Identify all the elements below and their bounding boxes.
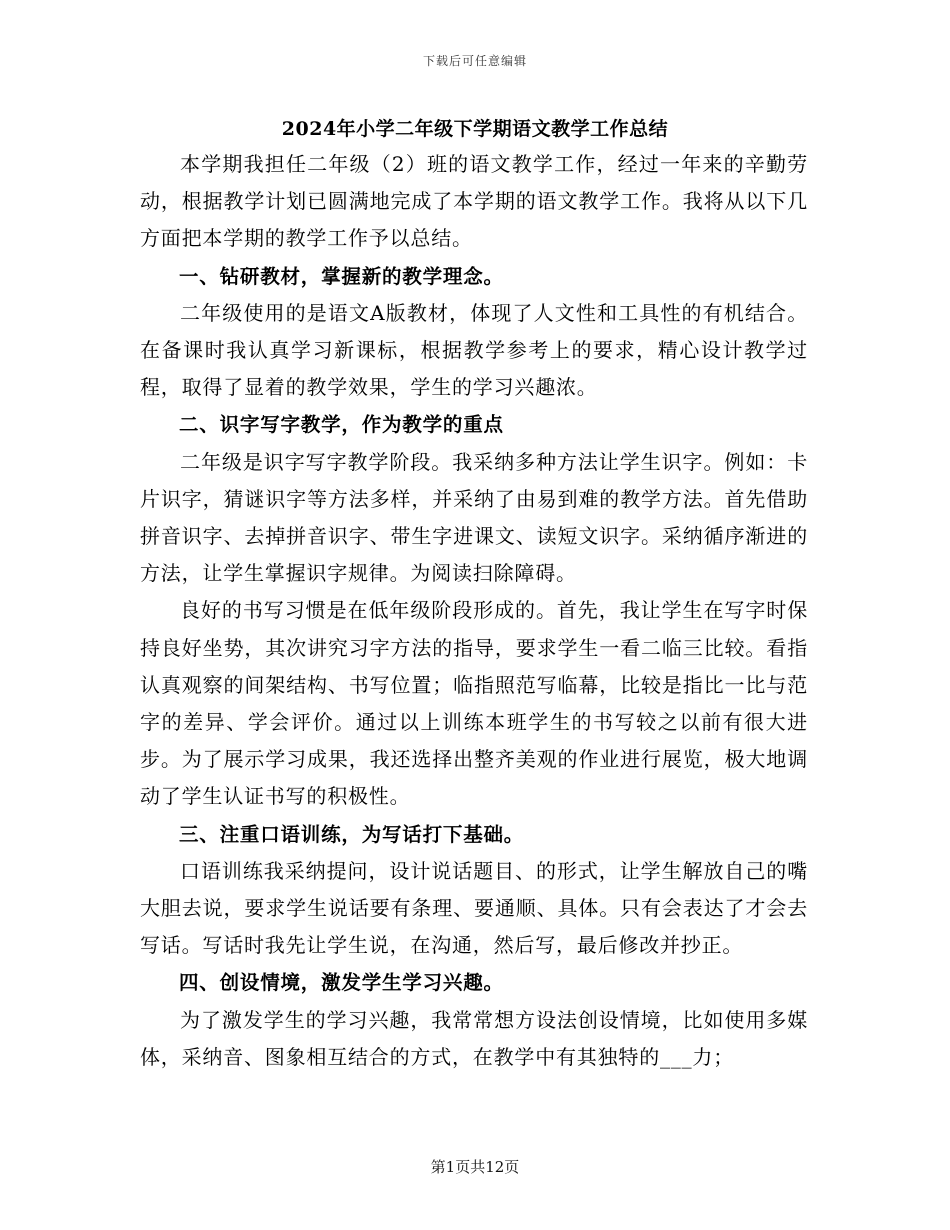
section-heading-3: 三、注重口语训练，为写话打下基础。 bbox=[179, 822, 525, 846]
section-heading-2: 二、识字写字教学，作为教学的重点 bbox=[179, 413, 504, 437]
document-title: 2024年小学二年级下学期语文教学工作总结 bbox=[281, 118, 669, 140]
document-body bbox=[140, 146, 808, 1076]
intro-paragraph: 本学期我担任二年级（2）班的语文教学工作，经过一年来的辛勤劳动，根据教学计划已圆满地完成了本学期的语文教学工作。我将从以下几方面把本学期的教学工作予以总结。 bbox=[140, 152, 808, 251]
section-2-paragraph-2: 良好的书写习惯是在低年级阶段形成的。首先，我让学生在写字时保持良好坐势，其次讲究习字方法的指导，要求学生一看二临三比较。看指认真观察的间架结构、书写位置；临指照范写临幕，比较是指比一比与范字的差异、学会评价。通过以上训练本班学生的书写较之以前有很大进步。为了展示学习成果，我还选择出整齐美观的作业进行展览，极大地调动了学生认证书写的积极性。 bbox=[140, 598, 808, 809]
page-number: 第1页共12页 bbox=[430, 1158, 520, 1176]
section-heading-1: 一、钻研教材，掌握新的教学理念。 bbox=[179, 264, 504, 288]
section-1-paragraph: 二年级使用的是语文A版教材，体现了人文性和工具性的有机结合。在备课时我认真学习新课标，根据教学参考上的要求，精心设计教学过程，取得了显着的教学效果，学生的学习兴趣浓。 bbox=[140, 300, 808, 400]
section-heading-4: 四、创设情境，激发学生学习兴趣。 bbox=[179, 971, 504, 995]
section-4-paragraph: 为了激发学生的学习兴趣，我常常想方设法创设情境，比如使用多媒体，采纳音、图象相互结合的方式，在教学中有其独特的___力； bbox=[140, 1007, 808, 1069]
section-2-paragraph-1: 二年级是识字写字教学阶段。我采纳多种方法让学生识字。例如：卡片识字，猜谜识字等方法多样，并采纳了由易到难的教学方法。首先借助拼音识字、去掉拼音识字、带生字进课文、读短文识字。采纳循序渐进的方法，让学生掌握识字规律。为阅读扫除障碍。 bbox=[140, 449, 808, 586]
header-note: 下载后可任意编辑 bbox=[422, 54, 527, 68]
section-3-paragraph: 口语训练我采纳提问，设计说话题目、的形式，让学生解放自己的嘴大胆去说，要求学生说话要有条理、要通顺、具体。只有会表达了才会去写话。写话时我先让学生说，在沟通，然后写，最后修改并抄正。 bbox=[140, 858, 808, 958]
